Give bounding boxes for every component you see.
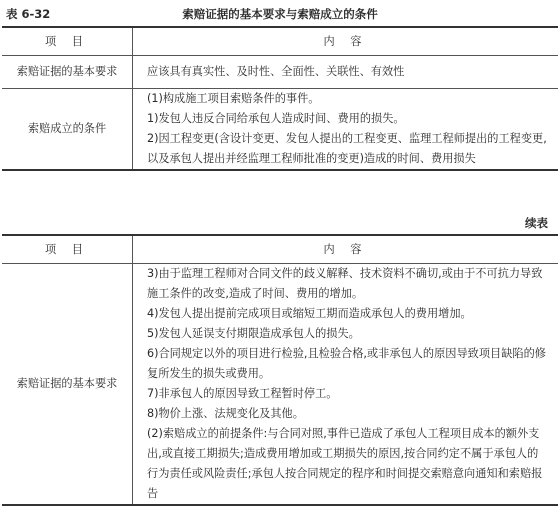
table-number: 表 6-32	[6, 7, 51, 21]
content-line: (1)构成施工项目索赔条件的事件。	[147, 92, 320, 105]
header-item: 项 目	[2, 27, 133, 56]
table-header-row	[2, 27, 558, 56]
content-line: 应该具有真实性、及时性、全面性、关联性、有效性	[147, 65, 405, 78]
row-label: 索赔证据的基本要求	[2, 264, 133, 506]
content-line: 8)物价上涨、法规变化及其他。	[147, 407, 304, 420]
row-label: 索赔成立的条件	[2, 89, 133, 171]
table-caption	[6, 6, 554, 22]
table-row	[2, 264, 558, 506]
content-line: 4)发包人提出提前完成项目或缩短工期而造成承包人的费用增加。	[147, 307, 472, 320]
row-label: 索赔证据的基本要求	[2, 56, 133, 89]
header-content: 内 容	[133, 235, 559, 264]
requirements-table	[2, 26, 558, 171]
content-line: 7)非承包人的原因导致工程暂时停工。	[147, 387, 338, 400]
table-title: 索赔证据的基本要求与索赔成立的条件	[182, 7, 378, 21]
content-line: 1)发包人违反合同给承包人造成时间、费用的损失。	[147, 112, 405, 125]
content-line: (2)索赔成立的前提条件:与合同对照,事件已造成了承包人工程项目成本的额外支出,或直接工期损失;造成费用增加或工期损失的原因,按合同约定不属于承包人的行为责任或风险责任;承包人按合同规定的程序和时间提交索赔意向通知和索赔报告	[147, 427, 543, 500]
continued-table	[2, 234, 558, 506]
row-content	[133, 264, 559, 506]
row-content	[133, 89, 559, 171]
content-line: 6)合同规定以外的项目进行检验,且检验合格,或非承包人的原因导致项目缺陷的修复所发生的损失或费用。	[147, 347, 546, 380]
table-row	[2, 56, 558, 89]
continued-label: 续表	[525, 216, 548, 230]
table-header-row	[2, 235, 558, 264]
row-content	[133, 56, 559, 89]
table-row	[2, 89, 558, 171]
content-line: 3)由于监理工程师对合同文件的歧义解释、技术资料不确切,或由于不可抗力导致施工条件的改变,造成了时间、费用的增加。	[147, 267, 543, 300]
header-item: 项 目	[2, 235, 133, 264]
content-line: 5)发包人延误支付期限造成承包人的损失。	[147, 327, 360, 340]
header-content: 内 容	[133, 27, 559, 56]
content-line: 2)因工程变更(含设计变更、发包人提出的工程变更、监理工程师提出的工程变更,以及承包人提出并经监理工程师批准的变更)造成的时间、费用损失	[147, 132, 547, 165]
